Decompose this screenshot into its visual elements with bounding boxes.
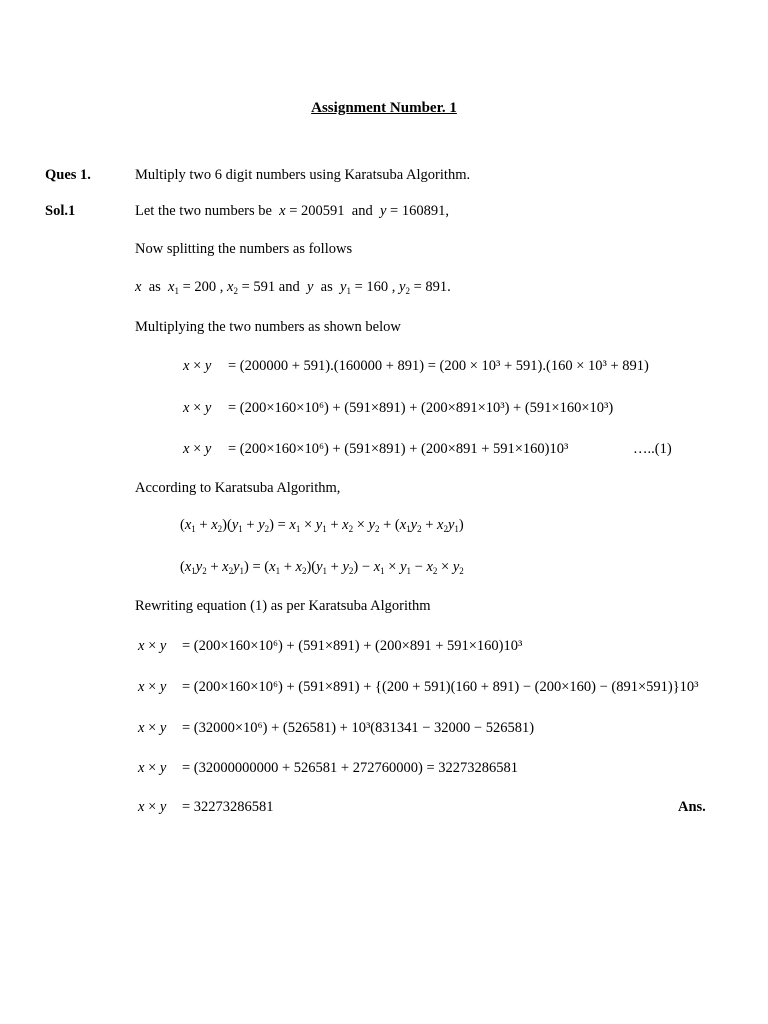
eq1-lhs: x × y — [183, 358, 212, 374]
eq2-rhs: = (200×160×10⁶) + (591×891) + (200×891×10³) + (591×160×10³) — [228, 400, 614, 416]
eq1-rhs: = (200000 + 591).(160000 + 891) = (200 × 10³ + 591).(160 × 10³ + 891) — [228, 358, 649, 374]
r1-lhs: x × y — [138, 638, 167, 654]
solution-intro: Let the two numbers be x = 200591 and y = 160891, — [135, 203, 449, 219]
karatsuba-identity-2: $(x_1y_2 + x_2y_1) = (x_1 + x_2)(y_1 + y_2) - x_1 \times y_1 - x_2 \times y_2$ — [180, 559, 464, 576]
eq3-rhs: = (200×160×10⁶) + (591×891) + (200×891 + 591×160)10³ — [228, 441, 569, 457]
eq3-lhs: x × y — [183, 441, 212, 457]
question-text: Multiply two 6 digit numbers using Karatsuba Algorithm. — [135, 167, 471, 183]
y-value: 160891 — [401, 203, 446, 219]
answer-label: Ans. — [678, 799, 706, 815]
multiplying-text: Multiplying the two numbers as shown below — [135, 319, 401, 335]
splitting-text: Now splitting the numbers as follows — [135, 241, 353, 257]
r4-lhs: x × y — [138, 760, 167, 776]
solution-label: Sol.1 — [45, 203, 76, 219]
rewriting-text: Rewriting equation (1) as per Karatsuba Algorithm — [135, 598, 431, 614]
page-title: Assignment Number. 1 — [311, 100, 457, 116]
eq3-tag: …..(1) — [633, 441, 672, 457]
r2-lhs: x × y — [138, 679, 167, 695]
x-value: 200591 — [301, 203, 345, 219]
split-line: x as $x_1 = 200$ , $x_2 = 591$ and y as $y_1 = 160$ , $y_2 = 891$. — [135, 279, 451, 296]
r3-rhs: = (32000×10⁶) + (526581) + 10³(831341 − 32000 − 526581) — [182, 720, 535, 736]
karatsuba-identity-1: $(x_1 + x_2)(y_1 + y_2) = x_1 \times y_1 + x_2 \times y_2 + (x_1y_2 + x_2y_1)$ — [180, 517, 464, 534]
r3-lhs: x × y — [138, 720, 167, 736]
eq2-lhs: x × y — [183, 400, 212, 416]
r4-rhs: = (32000000000 + 526581 + 272760000) = 32273286581 — [182, 760, 518, 776]
karatsuba-text: According to Karatsuba Algorithm, — [135, 480, 341, 496]
r5-rhs: = 32273286581 — [182, 799, 274, 815]
question-label: Ques 1. — [45, 167, 91, 183]
r5-lhs: x × y — [138, 799, 167, 815]
r1-rhs: = (200×160×10⁶) + (591×891) + (200×891 + 591×160)10³ — [182, 638, 523, 654]
r2-rhs: = (200×160×10⁶) + (591×891) + {(200 + 591)(160 + 891) − (200×160) − (891×591)}10³ — [182, 679, 699, 695]
